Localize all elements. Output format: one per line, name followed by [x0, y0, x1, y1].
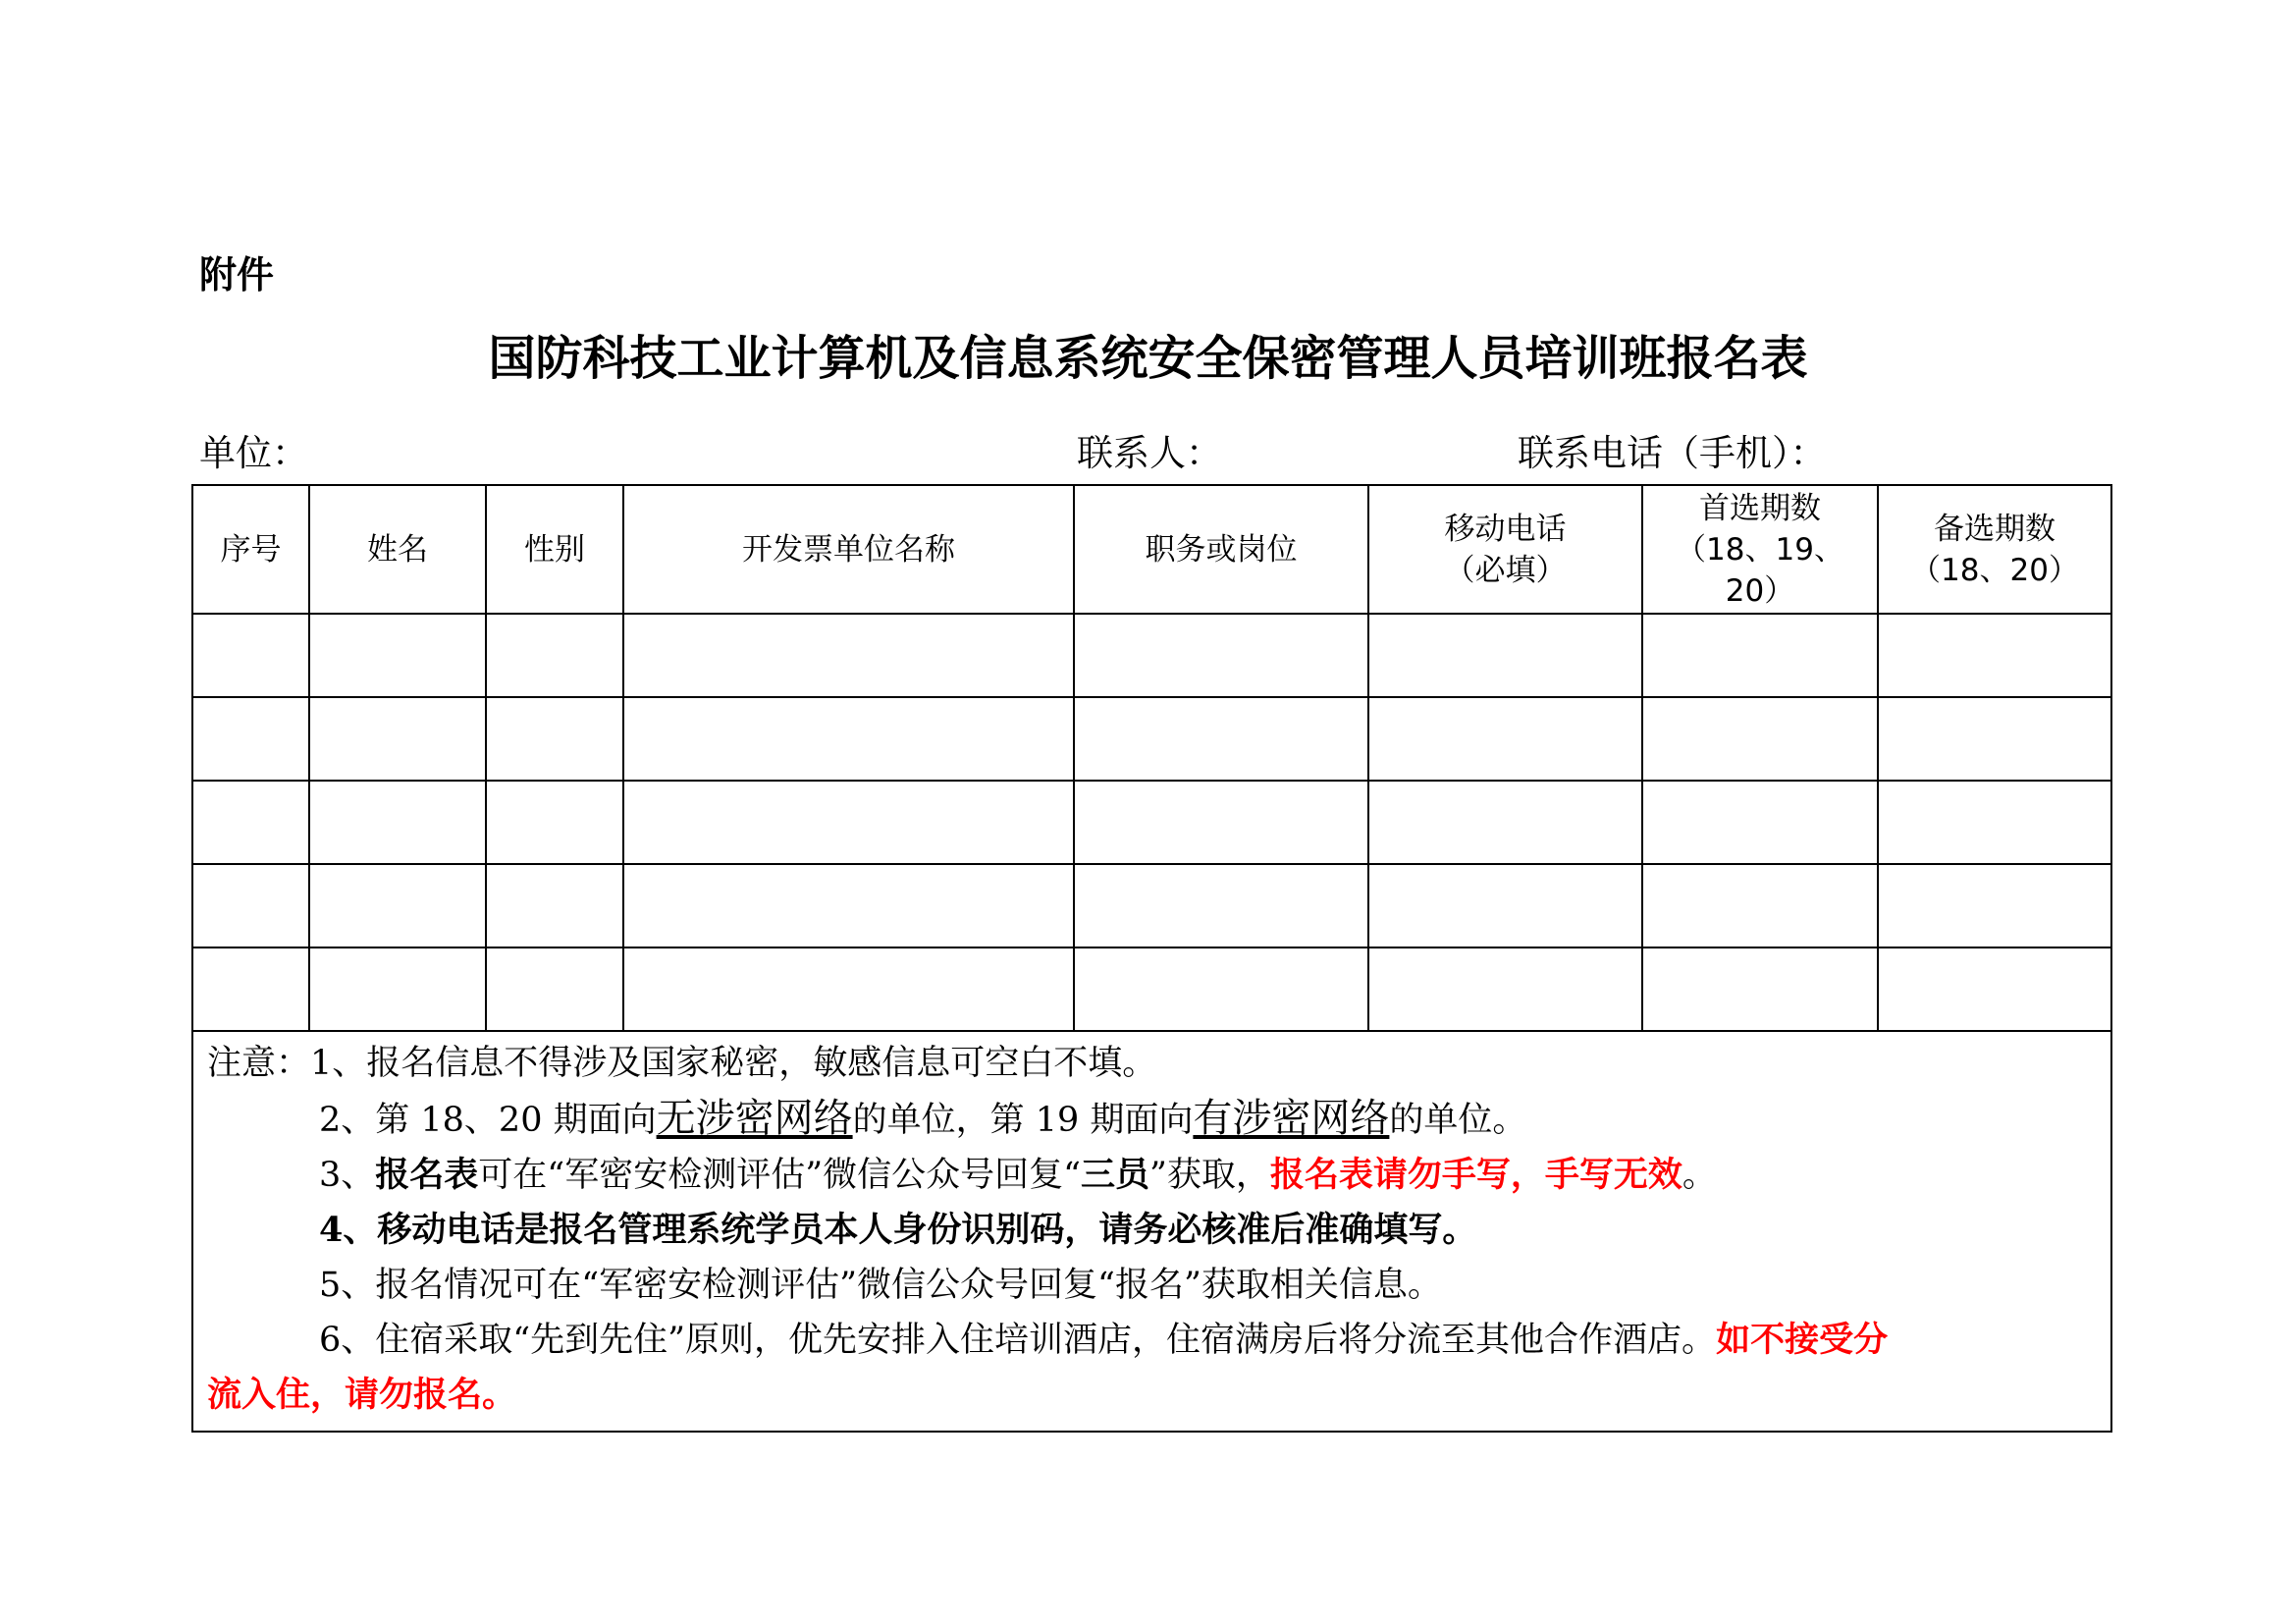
note-6-part-a: 6、住宿采取“先到先住”原则，优先安排入住培训酒店，住宿满房后将分流至其他合作酒店。	[319, 1321, 1717, 1360]
table-row	[192, 781, 2111, 864]
header-mobile-phone-line2: （必填）	[1444, 552, 1567, 588]
note-3-warning: 报名表请勿手写，手写无效	[1269, 1155, 1682, 1195]
note-2-part-a: 2、第 18、20 期面向	[319, 1101, 657, 1140]
note-2-part-e: 的单位。	[1389, 1101, 1527, 1140]
table-cell[interactable]	[192, 614, 309, 697]
note-1-text: 1、报名信息不得涉及国家秘密，敏感信息可空白不填。	[310, 1044, 1157, 1083]
note-3-reply-keyword: 三员	[1080, 1155, 1149, 1195]
header-invoice-unit	[623, 485, 1074, 614]
table-cell[interactable]	[486, 781, 623, 864]
table-cell[interactable]	[1368, 614, 1642, 697]
table-cell[interactable]	[623, 947, 1074, 1031]
table-cell[interactable]	[1878, 614, 2111, 697]
table-cell[interactable]	[1878, 864, 2111, 947]
table-cell[interactable]	[1368, 781, 1642, 864]
table-cell[interactable]	[623, 864, 1074, 947]
table-cell[interactable]	[1878, 781, 2111, 864]
document-title: 国防科技工业计算机及信息系统安全保密管理人员培训班报名表	[488, 331, 1808, 386]
table-cell[interactable]	[309, 614, 486, 697]
header-preferred-session	[1642, 485, 1878, 614]
note-2	[207, 1091, 2097, 1148]
table-cell[interactable]	[1368, 864, 1642, 947]
header-preferred-session-line2: （18、19、	[1676, 531, 1844, 568]
header-mobile-phone	[1368, 485, 1642, 614]
table-cell[interactable]	[309, 781, 486, 864]
header-position	[1074, 485, 1368, 614]
table-cell[interactable]	[309, 697, 486, 781]
table-cell[interactable]	[623, 614, 1074, 697]
header-invoice-unit-text: 开发票单位名称	[742, 531, 955, 568]
note-2-classified-network: 有涉密网络	[1193, 1096, 1390, 1141]
table-cell[interactable]	[1878, 947, 2111, 1031]
table-cell[interactable]	[192, 697, 309, 781]
table-cell[interactable]	[1074, 614, 1368, 697]
table-row	[192, 614, 2111, 697]
note-1	[207, 1036, 2097, 1091]
notes-cell	[192, 1031, 2111, 1432]
header-alternate-session	[1878, 485, 2111, 614]
header-gender	[486, 485, 623, 614]
table-cell[interactable]	[1368, 697, 1642, 781]
table-cell[interactable]	[623, 781, 1074, 864]
table-cell[interactable]	[1074, 947, 1368, 1031]
table-row	[192, 697, 2111, 781]
note-3-part-g: 。	[1682, 1156, 1717, 1195]
note-4: 4、移动电话是报名管理系统学员本人身份识别码，请务必核准后准确填写。	[319, 1210, 1477, 1250]
table-cell[interactable]	[1074, 697, 1368, 781]
table-cell[interactable]	[623, 697, 1074, 781]
note-6-warning-start: 如不接受分	[1716, 1320, 1889, 1360]
notes-prefix: 注意：	[207, 1044, 311, 1083]
note-5: 5、报名情况可在“军密安检测评估”微信公众号回复“报名”获取相关信息。	[319, 1266, 1442, 1305]
note-2-no-classified-network: 无涉密网络	[656, 1096, 853, 1141]
table-cell[interactable]	[486, 947, 623, 1031]
note-3-part-a: 3、	[319, 1156, 376, 1195]
table-row	[192, 947, 2111, 1031]
table-cell[interactable]	[192, 947, 309, 1031]
phone-field-label: 联系电话（手机）：	[1518, 432, 1827, 474]
note-3-part-e: ”获取，	[1149, 1156, 1270, 1195]
registration-table	[191, 484, 2112, 1433]
note-3-part-c: 可在“军密安检测评估”微信公众号回复“	[478, 1156, 1081, 1195]
table-cell[interactable]	[309, 864, 486, 947]
table-cell[interactable]	[1074, 864, 1368, 947]
header-preferred-session-line3: 20）	[1725, 572, 1795, 609]
table-cell[interactable]	[1878, 697, 2111, 781]
table-header-row	[192, 485, 2111, 614]
notes-row	[192, 1031, 2111, 1432]
table-cell[interactable]	[1642, 781, 1878, 864]
header-gender-text: 性别	[524, 531, 585, 568]
header-serial-number	[192, 485, 309, 614]
note-6	[207, 1313, 2097, 1368]
header-serial-number-text: 序号	[220, 531, 282, 568]
table-cell[interactable]	[192, 864, 309, 947]
table-cell[interactable]	[1642, 864, 1878, 947]
header-alternate-session-line2: （18、20）	[1910, 552, 2079, 588]
table-cell[interactable]	[486, 864, 623, 947]
table-cell[interactable]	[1368, 947, 1642, 1031]
table-row	[192, 864, 2111, 947]
table-cell[interactable]	[486, 697, 623, 781]
header-name-text: 姓名	[367, 531, 428, 568]
table-cell[interactable]	[1642, 947, 1878, 1031]
table-cell[interactable]	[192, 781, 309, 864]
table-cell[interactable]	[1642, 614, 1878, 697]
note-3	[207, 1148, 2097, 1203]
table-cell[interactable]	[1074, 781, 1368, 864]
contact-field-label: 联系人：	[1077, 432, 1222, 474]
header-mobile-phone-line1: 移动电话	[1444, 511, 1567, 547]
table-cell[interactable]	[1642, 697, 1878, 781]
unit-field-label: 单位：	[199, 432, 308, 474]
header-position-text: 职务或岗位	[1145, 531, 1298, 568]
table-cell[interactable]	[309, 947, 486, 1031]
table-cell[interactable]	[486, 614, 623, 697]
header-preferred-session-line1: 首选期数	[1699, 490, 1821, 526]
note-3-form-keyword: 报名表	[375, 1155, 479, 1195]
note-6-warning-end: 流入住，请勿报名。	[207, 1375, 517, 1415]
note-2-part-c: 的单位，第 19 期面向	[852, 1101, 1194, 1140]
attachment-label: 附件	[199, 253, 275, 297]
header-name	[309, 485, 486, 614]
header-alternate-session-line1: 备选期数	[1934, 511, 2056, 547]
